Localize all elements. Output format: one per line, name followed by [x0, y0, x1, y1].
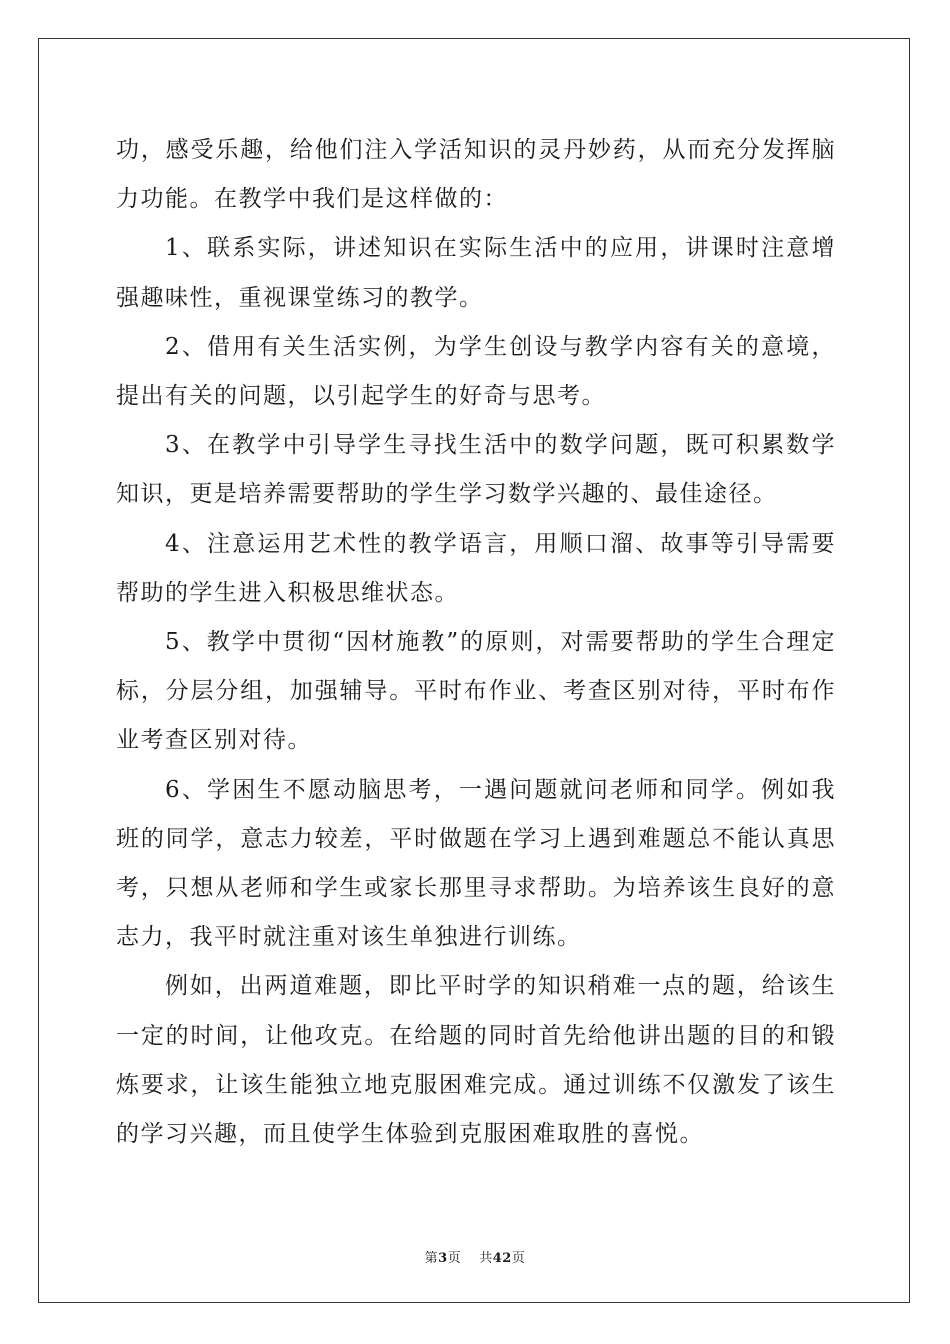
paragraph: 1、联系实际，讲述知识在实际生活中的应用，讲课时注意增强趣味性，重视课堂练习的教学。	[116, 235, 836, 311]
paragraph: 3、在教学中引导学生寻找生活中的数学问题，既可积累数学知识，更是培养需要帮助的学生学习数学兴趣的、最佳途径。	[116, 432, 836, 508]
paragraph: 2、借用有关生活实例，为学生创设与教学内容有关的意境，提出有关的问题，以引起学生的好奇与思考。	[116, 333, 836, 410]
paragraph: 例如，出两道难题，即比平时学的知识稍难一点的题，给该生一定的时间，让他攻克。在给题的同时首先给他讲出题的目的和锻炼要求，让该生能独立地克服困难完成。通过训练不仅激发了该生的学习兴趣，而且使学生体验到克服困难取胜的喜悦。	[116, 973, 836, 1148]
document-body	[116, 126, 836, 1159]
paragraph: 4、注意运用艺术性的教学语言，用顺口溜、故事等引导需要帮助的学生进入积极思维状态。	[116, 530, 836, 606]
paragraph: 功，感受乐趣，给他们注入学活知识的灵丹妙药，从而充分发挥脑力功能。在教学中我们是这样做的：	[116, 137, 836, 213]
page-suffix: 页	[447, 1251, 462, 1266]
paragraph: 5、教学中贯彻“因材施教”的原则，对需要帮助的学生合理定标，分层分组，加强辅导。平时布作业、考查区别对待，平时布作业考查区别对待。	[116, 629, 836, 754]
page-number: 3	[438, 1251, 448, 1266]
paragraph: 6、学困生不愿动脑思考，一遇问题就问老师和同学。例如我班的同学，意志力较差，平时做题在学习上遇到难题总不能认真思考，只想从老师和学生或家长那里寻求帮助。为培养该生良好的意志力，我平时就注重对该生单独进行训练。	[116, 776, 836, 951]
total-suffix: 页	[511, 1251, 526, 1266]
page-footer	[0, 1247, 950, 1266]
total-pages: 42	[492, 1251, 512, 1266]
page-prefix: 第	[424, 1251, 439, 1266]
total-prefix: 共	[479, 1251, 493, 1266]
